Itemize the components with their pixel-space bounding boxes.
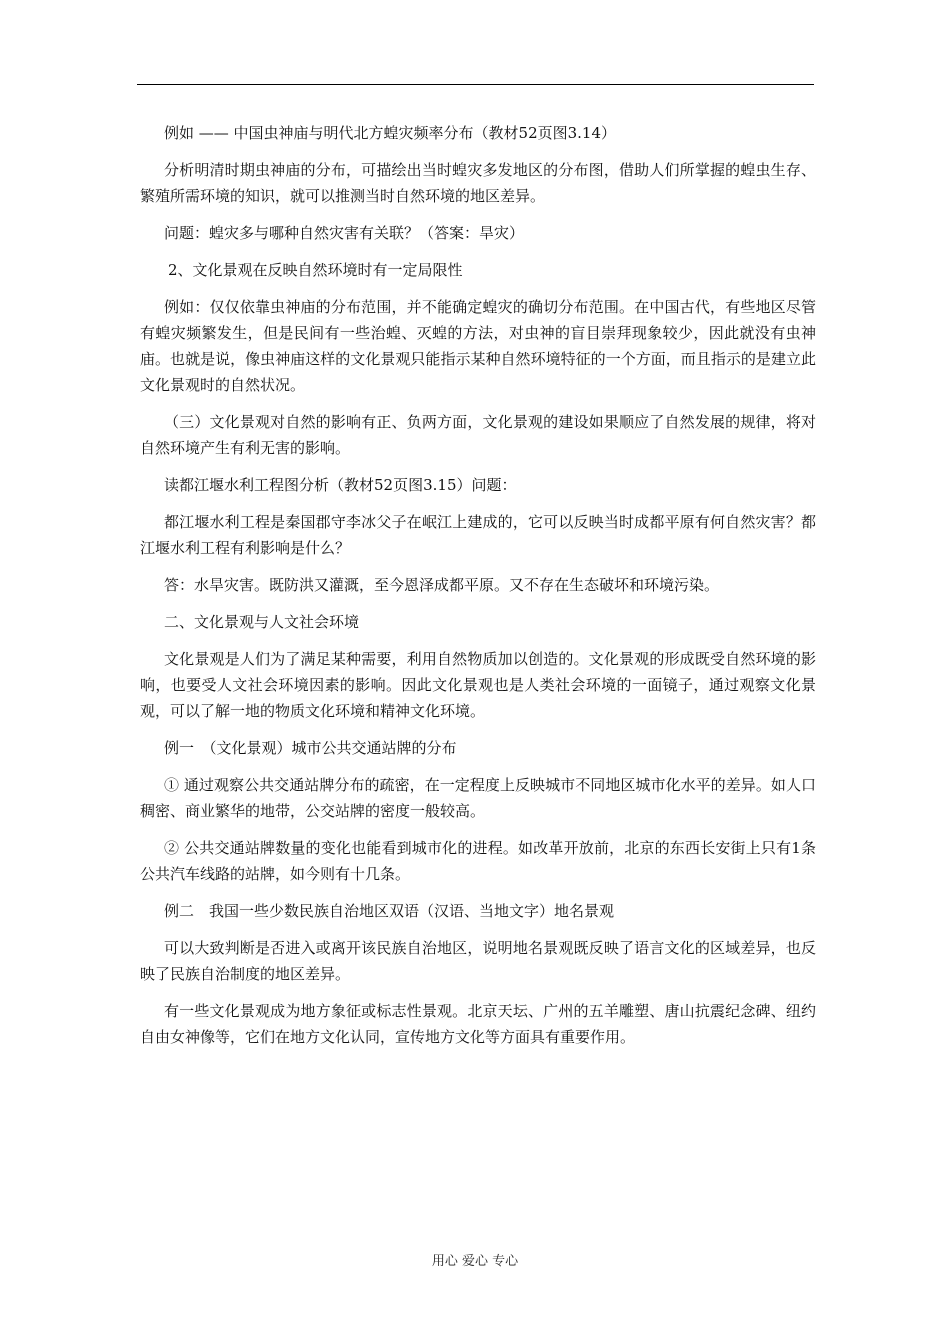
point-one-bus-density: ① 通过观察公共交通站牌分布的疏密，在一定程度上反映城市不同地区城市化水平的差异。如人口稠密、商业繁华的地带，公交站牌的密度一般较高。 bbox=[140, 776, 816, 820]
answer-dujiangyan: 答：水旱灾害。既防洪又灌溉，至今恩泽成都平原。又不存在生态破坏和环境污染。 bbox=[164, 576, 720, 594]
question-locust: 问题：蝗灾多与哪种自然灾害有关联？（答案：旱灾） bbox=[164, 224, 525, 242]
paragraph-social-environment: 文化景观是人们为了满足某种需要，利用自然物质加以创造的。文化景观的形成既受自然环境的影响，也要受人文社会环境因素的影响。因此文化景观也是人类社会环境的一面镜子，通过观察文化景观，可以了解一地的物质文化环境和精神文化环境。 bbox=[140, 650, 816, 720]
paragraph-landmarks: 有一些文化景观成为地方象征或标志性景观。北京天坛、广州的五羊雕塑、唐山抗震纪念碑、纽约自由女神像等，它们在地方文化认同，宣传地方文化等方面具有重要作用。 bbox=[140, 1002, 816, 1046]
point-two-bus-count: ② 公共交通站牌数量的变化也能看到城市化的进程。如改革开放前，北京的东西长安街上只有1条公共汽车线路的站牌，如今则有十几条。 bbox=[140, 839, 816, 883]
heading-limitation: 2、文化景观在反映自然环境时有一定局限性 bbox=[168, 261, 463, 279]
paragraph-impact: （三）文化景观对自然的影响有正、负两方面，文化景观的建设如果顺应了自然发展的规律，将对自然环境产生有利无害的影响。 bbox=[140, 413, 816, 457]
section-heading-social: 二、文化景观与人文社会环境 bbox=[164, 613, 360, 631]
document-body bbox=[140, 120, 816, 1061]
paragraph-limitation-example: 例如：仅仅依靠虫神庙的分布范围，并不能确定蝗灾的确切分布范围。在中国古代，有些地区尽管有蝗灾频繁发生，但是民间有一些治蝗、灭蝗的方法，对虫神的盲目崇拜现象较少，因此就没有虫神庙。也就是说，像虫神庙这样的文化景观只能指示某种自然环境特征的一个方面，而且指示的是建立此文化景观时的自然状况。 bbox=[140, 298, 816, 394]
paragraph-analysis: 分析明清时期虫神庙的分布，可描绘出当时蝗灾多发地区的分布图，借助人们所掌握的蝗虫生存、繁殖所需环境的知识，就可以推测当时自然环境的地区差异。 bbox=[140, 161, 816, 205]
paragraph-bilingual: 可以大致判断是否进入或离开该民族自治地区，说明地名景观既反映了语言文化的区域差异，也反映了民族自治制度的地区差异。 bbox=[140, 939, 816, 983]
example-two-bilingual: 例二 我国一些少数民族自治地区双语（汉语、当地文字）地名景观 bbox=[164, 902, 615, 920]
example-one-bus-stops: 例一 （文化景观）城市公共交通站牌的分布 bbox=[164, 739, 457, 757]
reading-dujiangyan: 读都江堰水利工程图分析（教材52页图3.15）问题： bbox=[164, 476, 517, 494]
question-dujiangyan: 都江堰水利工程是秦国郡守李冰父子在岷江上建成的，它可以反映当时成都平原有何自然灾害？都江堰水利工程有利影响是什么？ bbox=[140, 513, 816, 557]
example-insect-temple: 例如 —— 中国虫神庙与明代北方蝗灾频率分布（教材52页图3.14） bbox=[164, 124, 617, 142]
page-footer: 用心 爱心 专心 bbox=[431, 1254, 519, 1269]
header-rule bbox=[137, 84, 814, 85]
